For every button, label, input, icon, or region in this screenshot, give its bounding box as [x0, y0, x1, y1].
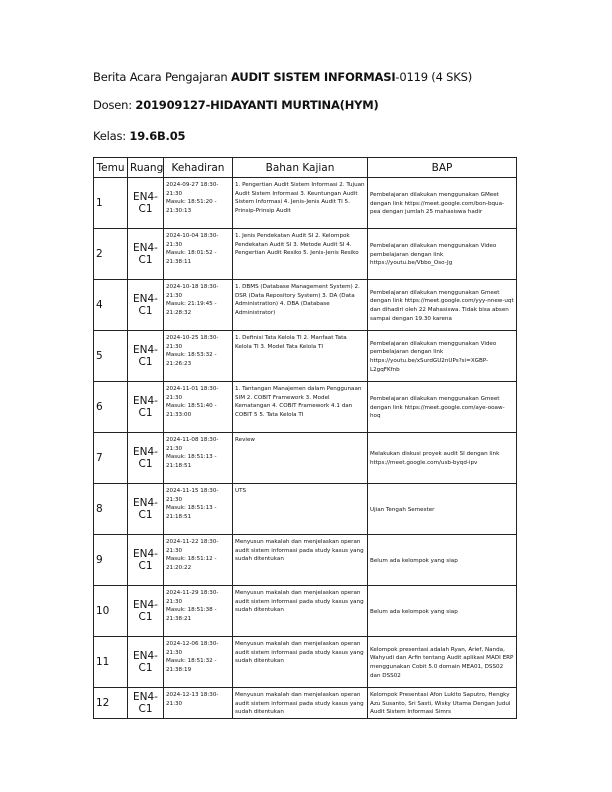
cell-bap: Pembelajaran dilakukan menggunakan Gmeet dengan link https://meet.google.com/yyy-nnew-uqt dan dihadiri oleh 22 Mahasiswa. Tidak bisa absen sampai dengan 19.30 karena	[368, 280, 517, 331]
table-row	[94, 280, 517, 331]
cell-kehadiran: 2024-10-04 18:30-21:30 Masuk: 18:01:52 - 21:38:11	[164, 229, 233, 280]
cell-bap: Pembelajaran dilakukan menggunakan GMeet dengan link https://meet.google.com/bon-bqua-pea dengan jumlah 25 mahasiswa hadir	[368, 178, 517, 229]
class-label: Kelas:	[93, 129, 130, 143]
class-code: 19.6B.05	[129, 129, 186, 143]
cell-bap: Ujian Tengah Semester	[368, 484, 517, 535]
cell-ruang: EN4-C1	[128, 688, 164, 719]
class-line	[93, 129, 185, 143]
cell-bap: Belum ada kelompok yang siap	[368, 535, 517, 586]
teaching-record-table	[93, 157, 517, 719]
cell-bahan-kajian: Menyusun makalah dan menjelaskan operan audit sistem informasi pada study kasus yang sudah ditentukan	[233, 535, 368, 586]
cell-bahan-kajian: 1. Definisi Tata Kelola TI 2. Manfaat Tata Kelola TI 3. Model Tata Kelola TI	[233, 331, 368, 382]
table-body	[94, 178, 517, 719]
cell-ruang: EN4-C1	[128, 382, 164, 433]
table-row	[94, 382, 517, 433]
cell-ruang: EN4-C1	[128, 586, 164, 637]
col-header-bap: BAP	[368, 158, 517, 178]
cell-bahan-kajian: Menyusun makalah dan menjelaskan operan audit sistem informasi pada study kasus yang sudah ditentukan	[233, 688, 368, 719]
cell-bap: Pembelajaran dilakukan menggunakan Video pembelajaran dengan link https://youtu.be/xSurdGU2nUPs?si=XGBP-L2gqFKfnb	[368, 331, 517, 382]
cell-temu: 5	[94, 331, 128, 382]
cell-bahan-kajian: Menyusun makalah dan menjelaskan operan audit sistem informasi pada study kasus yang sudah ditentukan	[233, 637, 368, 688]
course-code: -0119 (4 SKS)	[395, 70, 472, 84]
cell-temu: 2	[94, 229, 128, 280]
cell-ruang: EN4-C1	[128, 331, 164, 382]
cell-kehadiran: 2024-11-29 18:30-21:30 Masuk: 18:51:38 - 21:38:21	[164, 586, 233, 637]
cell-bap: Melakukan diskusi proyek audit SI dengan link https://meet.google.com/usb-byqd-ipv	[368, 433, 517, 484]
cell-kehadiran: 2024-12-13 18:30-21:30	[164, 688, 233, 719]
cell-temu: 7	[94, 433, 128, 484]
cell-temu: 8	[94, 484, 128, 535]
cell-bap: Pembelajaran dilakukan menggunakan Video pembelajaran dengan link https://youtu.be/Vbbo_Oso-Jg	[368, 229, 517, 280]
table-row	[94, 331, 517, 382]
table-row	[94, 229, 517, 280]
table-row	[94, 688, 517, 719]
cell-ruang: EN4-C1	[128, 484, 164, 535]
col-header-temu: Temu	[94, 158, 128, 178]
cell-bap: Kelompok Presentasi Afon Lukito Saputro, Hengky Azu Susanto, Sri Sasti, Wisky Utama Dengan Judul Audit Sistem Informasi Simrs	[368, 688, 517, 719]
cell-temu: 6	[94, 382, 128, 433]
cell-kehadiran: 2024-11-15 18:30-21:30 Masuk: 18:51:13 - 21:18:51	[164, 484, 233, 535]
cell-bap: Pembelajaran dilakukan menggunakan Gmeet dengan link https://meet.google.com/aye-ooaw-hoq	[368, 382, 517, 433]
cell-ruang: EN4-C1	[128, 433, 164, 484]
cell-kehadiran: 2024-09-27 18:30-21:30 Masuk: 18:51:20 - 21:30:13	[164, 178, 233, 229]
cell-temu: 10	[94, 586, 128, 637]
cell-bahan-kajian: UTS	[233, 484, 368, 535]
lecturer-name: 201909127-HIDAYANTI MURTINA(HYM)	[135, 98, 379, 112]
cell-temu: 11	[94, 637, 128, 688]
cell-kehadiran: 2024-10-25 18:30-21:30 Masuk: 18:53:32 - 21:26:23	[164, 331, 233, 382]
cell-bahan-kajian: Menyusun makalah dan menjelaskan operan audit sistem informasi pada study kasus yang sudah ditentukan	[233, 586, 368, 637]
cell-bahan-kajian: 1. Pengertian Audit Sistem Informasi 2. Tujuan Audit Sistem Informasi 3. Keuntungan Audit Sistem Informasi 4. Jenis-Jenis Audit TI 5. Prinsip-Prinsip Audit	[233, 178, 368, 229]
table-row	[94, 433, 517, 484]
cell-kehadiran: 2024-11-08 18:30-21:30 Masuk: 18:51:13 - 21:18:51	[164, 433, 233, 484]
cell-ruang: EN4-C1	[128, 280, 164, 331]
table-row	[94, 178, 517, 229]
cell-bap: Kelompok presentasi adalah Ryan, Arief, Nanda, Wahyudi dan Arfin tentang Audit aplikasi MADI ERP menggunakan Cobit 5.0 domain MEA01, DSS02 dan DSS02	[368, 637, 517, 688]
lecturer-line	[93, 98, 379, 112]
cell-kehadiran: 2024-11-01 18:30-21:30 Masuk: 18:51:40 - 21:33:00	[164, 382, 233, 433]
table-row	[94, 637, 517, 688]
cell-temu: 9	[94, 535, 128, 586]
cell-bahan-kajian: Review	[233, 433, 368, 484]
cell-temu: 12	[94, 688, 128, 719]
cell-kehadiran: 2024-10-18 18:30-21:30 Masuk: 21:19:45 - 21:28:32	[164, 280, 233, 331]
cell-bahan-kajian: 1. DBMS (Database Management System) 2. DSR (Data Repository System) 3. DA (Data Administration) 4. DBA (Database Administrator)	[233, 280, 368, 331]
table-row	[94, 484, 517, 535]
cell-bap: Belum ada kelompok yang siap	[368, 586, 517, 637]
title-prefix: Berita Acara Pengajaran	[93, 70, 231, 84]
cell-temu: 4	[94, 280, 128, 331]
cell-ruang: EN4-C1	[128, 229, 164, 280]
cell-kehadiran: 2024-11-22 18:30-21:30 Masuk: 18:51:12 - 21:20:22	[164, 535, 233, 586]
cell-bahan-kajian: 1. Tantangan Manajemen dalam Penggunaan SIM 2. COBIT Framework 3. Model Kematangan 4. COBIT Framework 4.1 dan COBIT 5 5. Tata Kelola TI	[233, 382, 368, 433]
cell-ruang: EN4-C1	[128, 535, 164, 586]
document-title	[93, 70, 472, 84]
table-row	[94, 586, 517, 637]
cell-temu: 1	[94, 178, 128, 229]
cell-bahan-kajian: 1. Jenis Pendekatan Audit SI 2. Kelompok Pendekatan Audit SI 3. Metode Audit SI 4. Pengertian Audit Resiko 5. Jenis-Jenis Resiko	[233, 229, 368, 280]
course-name: AUDIT SISTEM INFORMASI	[230, 70, 396, 84]
cell-kehadiran: 2024-12-06 18:30-21:30 Masuk: 18:51:32 - 21:38:19	[164, 637, 233, 688]
col-header-bahan-kajian: Bahan Kajian	[233, 158, 368, 178]
cell-ruang: EN4-C1	[128, 178, 164, 229]
table-header-row	[94, 158, 517, 178]
table-row	[94, 535, 517, 586]
cell-ruang: EN4-C1	[128, 637, 164, 688]
lecturer-label: Dosen:	[93, 98, 136, 112]
col-header-kehadiran: Kehadiran	[164, 158, 233, 178]
col-header-ruang: Ruang	[128, 158, 164, 178]
